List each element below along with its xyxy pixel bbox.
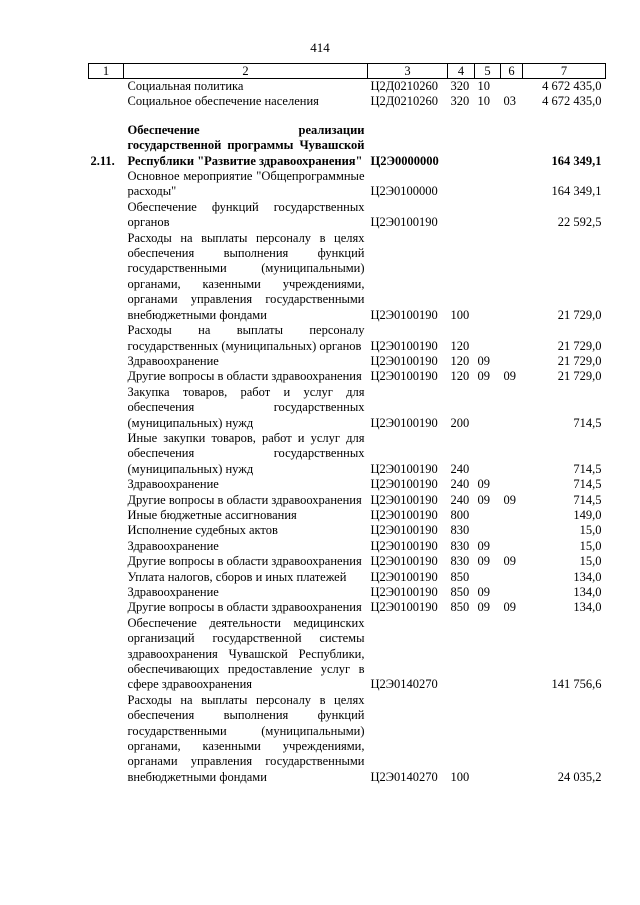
table-row <box>89 585 606 600</box>
row-subsection <box>501 323 523 354</box>
header-cell: 7 <box>523 64 606 79</box>
row-name: Расходы на выплаты персоналу в целях обеспечения выполнения функций государственными (муниципальными) органами, казенными учреждениями, органами управления государственными внебюджетными фондами <box>127 692 365 784</box>
table-row <box>89 693 606 785</box>
row-section <box>475 508 501 523</box>
row-expense-type: 850 <box>450 569 470 584</box>
budget-table <box>88 63 606 785</box>
row-name: Другие вопросы в области здравоохранения <box>127 492 362 507</box>
row-section <box>475 570 501 585</box>
row-name: Здравоохранение <box>127 353 219 368</box>
row-amount: 15,0 <box>579 523 602 538</box>
row-number: 2.11. <box>90 153 115 168</box>
row-amount: 22 592,5 <box>557 215 602 230</box>
table-row <box>89 508 606 523</box>
row-section: 09 <box>477 477 490 492</box>
row-number <box>89 477 124 492</box>
row-number <box>89 508 124 523</box>
header-cell: 6 <box>501 64 523 79</box>
row-number <box>89 693 124 785</box>
row-amount: 15,0 <box>579 554 602 569</box>
row-expense-type: 240 <box>450 492 470 507</box>
row-subsection: 03 <box>503 94 516 109</box>
header-cell: 5 <box>475 64 501 79</box>
row-target-article: Ц2Э0100190 <box>370 215 438 230</box>
row-subsection <box>501 570 523 585</box>
row-expense-type: 120 <box>450 369 470 384</box>
row-name: Основное мероприятие "Общепрограммные расходы" <box>127 169 365 199</box>
row-number <box>89 94 124 109</box>
row-subsection <box>501 539 523 554</box>
row-target-article: Ц2Э0100190 <box>370 600 438 615</box>
row-expense-type: 830 <box>450 523 470 538</box>
row-target-article: Ц2Э0100190 <box>370 353 438 368</box>
row-number <box>89 523 124 538</box>
row-expense-type: 100 <box>450 307 470 322</box>
row-expense-type: 830 <box>450 538 470 553</box>
row-name: Другие вопросы в области здравоохранения <box>127 600 362 615</box>
table-row <box>89 123 606 169</box>
row-amount: 21 729,0 <box>557 338 602 353</box>
spacer-cell <box>89 110 606 123</box>
row-expense-type: 240 <box>450 477 470 492</box>
row-number <box>89 323 124 354</box>
row-section: 09 <box>477 353 490 368</box>
row-section <box>475 323 501 354</box>
row-amount: 21 729,0 <box>557 307 602 322</box>
row-section <box>475 693 501 785</box>
row-amount: 4 672 435,0 <box>542 79 602 93</box>
row-subsection: 09 <box>503 369 516 384</box>
row-amount: 164 349,1 <box>551 153 602 168</box>
row-section: 10 <box>477 94 490 109</box>
table-row <box>89 94 606 109</box>
row-target-article: Ц2Э0100190 <box>370 585 438 599</box>
row-expense-type <box>448 123 475 169</box>
row-target-article: Ц2Э0100190 <box>370 477 438 492</box>
row-subsection <box>501 79 523 95</box>
row-section <box>475 616 501 693</box>
table-row <box>89 354 606 369</box>
row-target-article: Ц2Э0100190 <box>370 461 438 476</box>
row-expense-type <box>448 616 475 693</box>
row-section: 09 <box>477 369 490 384</box>
table-row <box>89 493 606 508</box>
row-amount: 714,5 <box>573 461 602 476</box>
row-name: Здравоохранение <box>127 585 219 599</box>
row-name: Социальное обеспечение населения <box>127 94 319 109</box>
row-name: Социальная политика <box>127 79 244 93</box>
row-section <box>475 169 501 200</box>
row-target-article: Ц2Э0100190 <box>370 369 438 384</box>
row-amount: 21 729,0 <box>557 353 602 368</box>
row-expense-type: 240 <box>450 461 470 476</box>
table-row <box>89 323 606 354</box>
row-number <box>89 616 124 693</box>
row-section <box>475 231 501 323</box>
row-name: Уплата налогов, сборов и иных платежей <box>127 569 347 584</box>
row-target-article: Ц2Д0210260 <box>370 79 439 93</box>
row-section <box>475 123 501 169</box>
row-target-article: Ц2Э0100190 <box>370 307 438 322</box>
table-row <box>89 616 606 693</box>
row-section <box>475 523 501 538</box>
row-expense-type: 850 <box>450 585 470 599</box>
table-row <box>89 477 606 492</box>
row-target-article: Ц2Э0100000 <box>370 184 438 199</box>
row-subsection <box>501 431 523 477</box>
row-amount: 714,5 <box>573 477 602 492</box>
row-number <box>89 431 124 477</box>
row-name: Другие вопросы в области здравоохранения <box>127 554 362 569</box>
row-amount: 714,5 <box>573 492 602 507</box>
row-name: Обеспечение деятельности медицинских организаций государственной системы здравоохранения Чувашской Республики, обеспечивающих предоставление услуг в сфере здравоохранения <box>127 615 365 692</box>
row-target-article: Ц2Э0100190 <box>370 415 438 430</box>
row-amount: 15,0 <box>579 538 602 553</box>
row-target-article: Ц2Э0140270 <box>370 769 438 784</box>
row-target-article: Ц2Э0100190 <box>370 538 438 553</box>
row-name: Исполнение судебных актов <box>127 523 278 538</box>
table-row <box>89 79 606 95</box>
row-number <box>89 79 124 95</box>
row-name: Расходы на выплаты персоналу в целях обеспечения выполнения функций государственными (муниципальными) органами, казенными учреждениями, органами управления государственными внебюджетными фондами <box>127 230 365 322</box>
table-row <box>89 200 606 231</box>
table-row <box>89 169 606 200</box>
row-subsection: 09 <box>503 492 516 507</box>
row-amount: 134,0 <box>573 585 602 599</box>
row-section: 09 <box>477 538 490 553</box>
row-subsection <box>501 385 523 431</box>
row-target-article: Ц2Э0100190 <box>370 554 438 569</box>
row-expense-type: 100 <box>450 769 470 784</box>
row-section <box>475 431 501 477</box>
row-number <box>89 200 124 231</box>
table-row <box>89 369 606 384</box>
row-number <box>89 354 124 369</box>
row-section: 09 <box>477 600 490 615</box>
row-amount: 134,0 <box>573 569 602 584</box>
row-section <box>475 385 501 431</box>
table-row <box>89 600 606 615</box>
row-amount: 141 756,6 <box>551 677 602 692</box>
row-subsection <box>501 693 523 785</box>
row-number <box>89 169 124 200</box>
spacer-row <box>89 110 606 123</box>
row-subsection <box>501 523 523 538</box>
row-number <box>89 493 124 508</box>
row-subsection <box>501 477 523 492</box>
row-name: Здравоохранение <box>127 538 219 553</box>
row-subsection: 09 <box>503 600 516 615</box>
row-number <box>89 600 124 615</box>
row-number <box>89 369 124 384</box>
row-section: 10 <box>477 79 490 93</box>
row-subsection <box>501 508 523 523</box>
row-subsection <box>501 123 523 169</box>
row-amount: 164 349,1 <box>551 184 602 199</box>
page-number: 414 <box>310 40 330 55</box>
row-number <box>89 570 124 585</box>
row-subsection <box>501 200 523 231</box>
row-target-article: Ц2Э0100190 <box>370 492 438 507</box>
row-number <box>89 554 124 569</box>
row-target-article: Ц2Э0100190 <box>370 507 438 522</box>
row-expense-type: 830 <box>450 554 470 569</box>
row-target-article: Ц2Э0140270 <box>370 677 438 692</box>
table-row <box>89 570 606 585</box>
row-number <box>89 385 124 431</box>
row-expense-type: 320 <box>450 79 470 93</box>
row-target-article: Ц2Э0100190 <box>370 338 438 353</box>
row-amount: 149,0 <box>573 507 602 522</box>
row-subsection <box>501 231 523 323</box>
row-target-article: Ц2Э0100190 <box>370 523 438 538</box>
row-subsection <box>501 354 523 369</box>
header-cell: 2 <box>124 64 368 79</box>
row-amount: 134,0 <box>573 600 602 615</box>
row-section: 09 <box>477 492 490 507</box>
row-target-article: Ц2Д0210260 <box>370 94 439 109</box>
row-expense-type: 200 <box>450 415 470 430</box>
row-expense-type: 850 <box>450 600 470 615</box>
table-row <box>89 431 606 477</box>
row-amount: 21 729,0 <box>557 369 602 384</box>
row-amount: 24 035,2 <box>557 769 602 784</box>
row-subsection <box>501 169 523 200</box>
row-expense-type: 120 <box>450 353 470 368</box>
table-row <box>89 231 606 323</box>
row-name: Иные бюджетные ассигнования <box>127 507 297 522</box>
header-cell: 3 <box>368 64 448 79</box>
row-target-article: Ц2Э0000000 <box>370 153 439 168</box>
row-section: 09 <box>477 585 490 599</box>
row-number <box>89 585 124 600</box>
row-name: Здравоохранение <box>127 477 219 492</box>
row-name: Иные закупки товаров, работ и услуг для обеспечения государственных (муниципальных) нужд <box>127 430 365 476</box>
row-subsection: 09 <box>503 554 516 569</box>
row-target-article: Ц2Э0100190 <box>370 569 438 584</box>
row-name: Обеспечение реализации государственной программы Чувашской Республики "Развитие здравоохранения" <box>127 122 365 168</box>
row-section: 09 <box>477 554 490 569</box>
row-expense-type <box>448 169 475 200</box>
table-header-row <box>89 64 606 79</box>
table-row <box>89 385 606 431</box>
row-amount: 714,5 <box>573 415 602 430</box>
row-expense-type <box>448 200 475 231</box>
header-cell: 4 <box>448 64 475 79</box>
row-expense-type: 800 <box>450 507 470 522</box>
table-row <box>89 554 606 569</box>
row-name: Обеспечение функций государственных органов <box>127 199 365 230</box>
row-expense-type: 120 <box>450 338 470 353</box>
header-cell: 1 <box>89 64 124 79</box>
row-name: Другие вопросы в области здравоохранения <box>127 369 362 384</box>
row-subsection <box>501 585 523 600</box>
row-amount: 4 672 435,0 <box>542 94 602 109</box>
table-row <box>89 523 606 538</box>
row-number <box>89 231 124 323</box>
table-row <box>89 539 606 554</box>
row-subsection <box>501 616 523 693</box>
row-number <box>89 539 124 554</box>
row-name: Расходы на выплаты персоналу государственных (муниципальных) органов <box>127 323 365 353</box>
row-name: Закупка товаров, работ и услуг для обеспечения государственных (муниципальных) нужд <box>127 384 365 430</box>
row-expense-type: 320 <box>450 94 470 109</box>
row-section <box>475 200 501 231</box>
